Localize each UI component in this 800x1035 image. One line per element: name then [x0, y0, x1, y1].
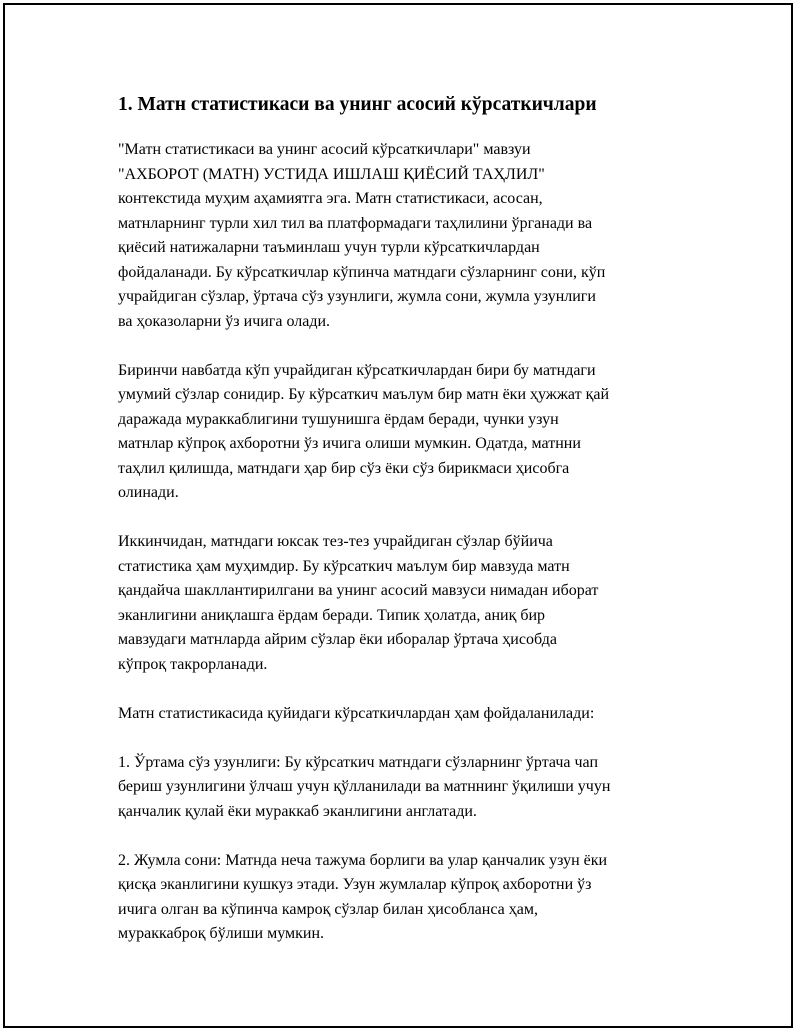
- paragraph-word-count: Биринчи навбатда кўп учрайдиган кўрсаткичлардан бири бу матндаги умумий сўзлар сонидир. Бу кўрсаткич маълум бир матн ёки ҳужжат қай даражада мураккаблигини тушунишга ёрдам беради, чунки узун матнлар кўпроқ ахборотни ўз ичига олиши мумкин. Одатда, матнни таҳлил қилишда, матндаги ҳар бир сўз ёки сўз бирикмаси ҳисобга олинади.: [118, 361, 610, 501]
- paragraph-indicators-intro: Матн статистикасида қуйидаги кўрсаткичлардан ҳам фойдаланилади:: [118, 704, 595, 722]
- list-item-average-word-length: 1. Ўртама сўз узунлиги: Бу кўрсаткич матндаги сўзларнинг ўртача чап бериш узунлигини ўлчаш учун қўлланилади ва матннинг ўқилиши учун қанчалик қулай ёки мураккаб эканлигини англатади.: [118, 753, 611, 820]
- section-heading: 1. Матн статистикаси ва унинг асосий кўрсаткичлари: [118, 94, 597, 115]
- document-body: [118, 92, 690, 971]
- paragraph-intro: "Матн статистикаси ва унинг асосий кўрсаткичлари" мавзуи "АХБОРОТ (МАТН) УСТИДА ИШЛАШ ҚИЁСИЙ ТАҲЛИЛ" контекстида муҳим аҳамиятга эга. Матн статистикаси, асосан, матнларнинг турли хил тил ва платформадаги таҳлилини ўрганади ва қиёсий натижаларни таъминлаш учун турли кўрсаткичлардан фойдаланади. Бу кўрсаткичлар кўпинча матндаги сўзларнинг сони, кўп учрайдиган сўзлар, ўртача сўз узунлиги, жумла сони, жумла узунлиги ва ҳоказоларни ўз ичига олади.: [118, 141, 606, 330]
- list-item-sentence-count: 2. Жумла сони: Матнда неча тажума борлиги ва улар қанчалик узун ёки қисқа эканлигини кушкуз этади. Узун жумлалар кўпроқ ахборотни ўз ичига олган ва кўпинча камроқ сўзлар билан ҳисобланса ҳам, мураккаброқ бўлиши мумкин.: [118, 851, 608, 942]
- paragraph-frequent-words: Иккинчидан, матндаги юксак тез-тез учрайдиган сўзлар бўйича статистика ҳам муҳимдир. Бу кўрсаткич маълум бир мавзуда матн қандайча шакллантирилгани ва унинг асосий мавзуси нимадан иборат эканлигини аниқлашга ёрдам беради. Типик ҳолатда, аниқ бир мавзудаги матнларда айрим сўзлар ёки иборалар ўртача ҳисобда кўпроқ такрорланади.: [118, 533, 599, 673]
